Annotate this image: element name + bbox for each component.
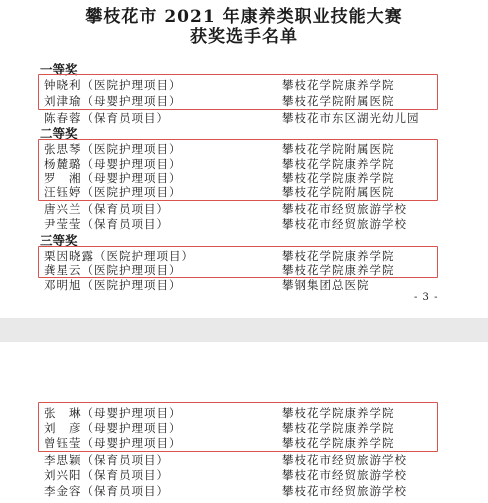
winner-row xyxy=(44,201,444,217)
winner-name: 汪钰婷（医院护理项目） xyxy=(44,185,182,199)
winner-row xyxy=(44,483,444,499)
winner-org: 攀枝花学院康养学院 xyxy=(282,263,395,277)
winner-row xyxy=(44,216,444,232)
winner-name: 龚星云（医院护理项目） xyxy=(44,263,182,277)
winner-org: 攀枝花市经贸旅游学校 xyxy=(282,217,407,231)
winner-org: 攀枝花学院康养学院 xyxy=(282,406,395,420)
winner-name: 张 琳（母婴护理项目） xyxy=(44,406,182,420)
document-title: 攀枝花市 2021 年康养类职业技能大赛 xyxy=(85,7,403,27)
winner-row xyxy=(44,184,444,200)
winner-org: 攀枝花学院康养学院 xyxy=(282,249,395,263)
section-label-first-prize: 一等奖 xyxy=(40,62,78,77)
winner-row xyxy=(44,277,444,293)
winner-org: 攀枝花学院康养学院 xyxy=(282,421,395,435)
winner-org: 攀枝花市东区湖光幼儿园 xyxy=(282,111,420,125)
winner-name: 杨麓璐（母婴护理项目） xyxy=(44,157,182,171)
winner-name: 陈春蓉（保育员项目） xyxy=(44,111,169,125)
winner-name: 李思颖（保育员项目） xyxy=(44,453,169,467)
winner-org: 攀钢集团总医院 xyxy=(282,278,370,292)
winner-row xyxy=(44,435,444,451)
winner-org: 攀枝花市经贸旅游学校 xyxy=(282,202,407,216)
winner-row xyxy=(44,110,444,126)
winner-row xyxy=(44,93,444,109)
winner-name: 唐兴兰（保育员项目） xyxy=(44,202,169,216)
winner-org: 攀枝花学院附属医院 xyxy=(282,142,395,156)
winner-name: 张思琴（医院护理项目） xyxy=(44,142,182,156)
section-label-third-prize: 三等奖 xyxy=(40,233,78,248)
document-page-2 xyxy=(0,342,488,503)
page-number: - 3 - xyxy=(414,292,439,303)
winner-name: 邓明旭（医院护理项目） xyxy=(44,278,182,292)
winner-name: 刘津瑜（母婴护理项目） xyxy=(44,94,182,108)
winner-name: 栗因晓露（医院护理项目） xyxy=(44,249,194,263)
section-label-second-prize: 二等奖 xyxy=(40,126,78,141)
winner-org: 攀枝花市经贸旅游学校 xyxy=(282,453,407,467)
winner-row xyxy=(44,467,444,483)
winner-org: 攀枝花学院康养学院 xyxy=(282,78,395,92)
winner-name: 罗 湘（母婴护理项目） xyxy=(44,171,182,185)
winner-row xyxy=(44,452,444,468)
winner-row xyxy=(44,77,444,93)
winner-row xyxy=(44,262,444,278)
winner-name: 李金容（保育员项目） xyxy=(44,484,169,498)
winner-org: 攀枝花学院康养学院 xyxy=(282,157,395,171)
winner-name: 曾钰莹（母婴护理项目） xyxy=(44,436,182,450)
winner-org: 攀枝花学院康养学院 xyxy=(282,171,395,185)
winner-name: 刘兴阳（保育员项目） xyxy=(44,468,169,482)
winner-org: 攀枝花学院附属医院 xyxy=(282,94,395,108)
winner-row xyxy=(44,420,444,436)
winner-org: 攀枝花市经贸旅游学校 xyxy=(282,484,407,498)
winner-row xyxy=(44,405,444,421)
winner-name: 尹莹莹（保育员项目） xyxy=(44,217,169,231)
winner-org: 攀枝花市经贸旅游学校 xyxy=(282,468,407,482)
winner-org: 攀枝花学院康养学院 xyxy=(282,436,395,450)
winner-name: 刘 彦（母婴护理项目） xyxy=(44,421,182,435)
winner-org: 攀枝花学院附属医院 xyxy=(282,185,395,199)
page-gap xyxy=(0,318,488,342)
document-subtitle: 获奖选手名单 xyxy=(190,27,298,47)
winner-row xyxy=(44,141,444,157)
winner-name: 钟晓利（医院护理项目） xyxy=(44,78,182,92)
